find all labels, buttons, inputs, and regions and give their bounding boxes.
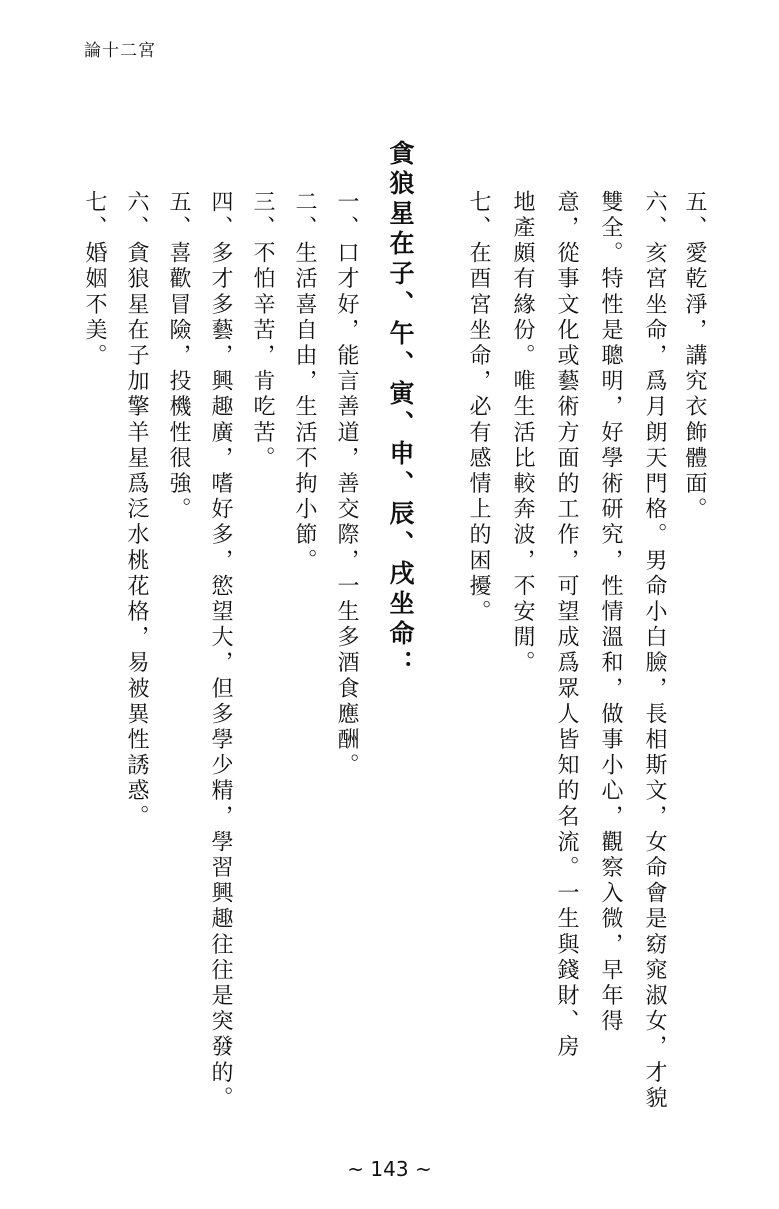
list-item-3: 三、不怕辛苦，肯吃苦。: [250, 190, 275, 472]
list-item-7: 七、婚姻不美。: [82, 190, 107, 370]
text-column-5: 地產頗有緣份。唯生活比較奔波，不安閒。: [510, 190, 535, 677]
list-item-1: 一、口才好，能言善道，善交際，一生多酒食應酬。: [334, 190, 359, 779]
text-column-2: 六、亥宮坐命，爲月朗天門格。男命小白臉，長相斯文，女命會是窈窕淑女，才貌: [642, 190, 667, 1112]
section-heading: 貪狼星在子、午、寅、申、辰、戌坐命：: [386, 140, 415, 680]
list-item-2: 二、生活喜自由，生活不拘小節。: [292, 190, 317, 574]
list-item-5: 五、喜歡冒險，投機性很強。: [166, 190, 191, 523]
list-item-6: 六、貪狼星在子加擎羊星爲泛水桃花格，易被異性誘惑。: [124, 190, 149, 830]
running-header: 論十二宮: [84, 41, 156, 61]
text-column-4: 意，從事文化或藝術方面的工作，可望成爲眾人皆知的名流。一生與錢財、房: [554, 190, 579, 1061]
text-column-6: 七、在酉宮坐命，必有感情上的困擾。: [466, 190, 491, 626]
text-column-3: 雙全。特性是聰明，好學術研究，性情溫和，做事小心，觀察入微，早年得: [598, 190, 623, 1035]
list-item-4: 四、多才多藝，興趣廣，嗜好多，慾望大，但多學少精，學習興趣往往是突發的。: [208, 190, 233, 1112]
page-number: ~ 143 ~: [347, 1157, 432, 1181]
text-column-1: 五、愛乾淨，講究衣飾體面。: [682, 190, 707, 523]
